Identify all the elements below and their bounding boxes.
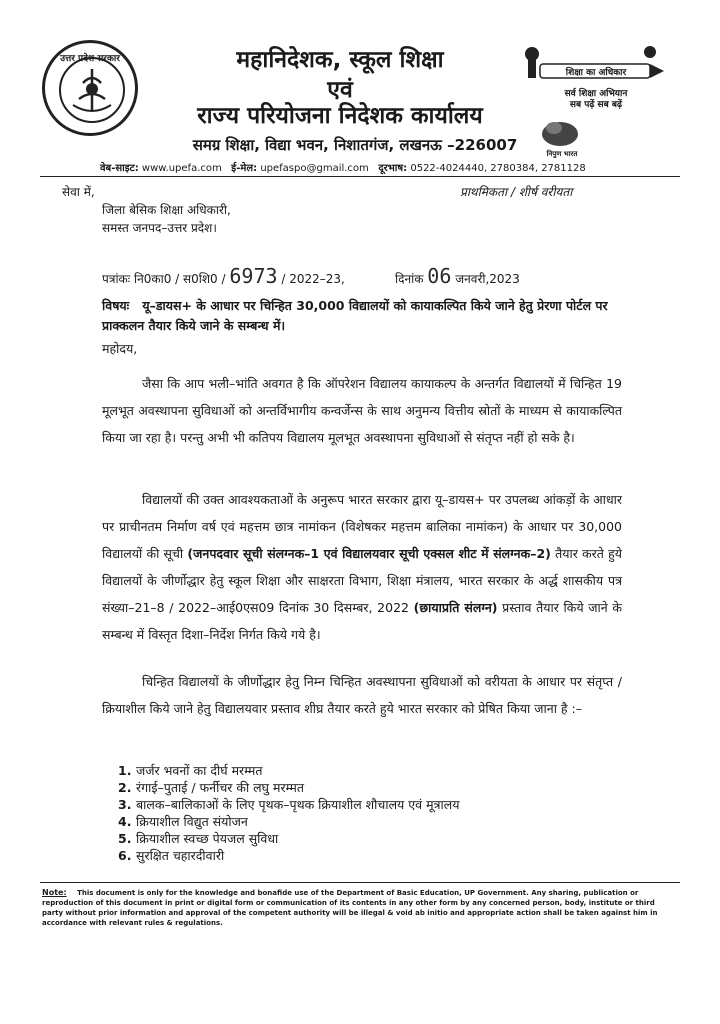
para2-part-e: प्रस्ताव तैयार किये जाने के सम्बन्ध में विस्तृत दिशा–निर्देश निर्गत किये गये है। xyxy=(102,600,622,642)
rte-logo-text: शिक्षा का अधिकार xyxy=(565,68,627,78)
para2-attachment-note: (जनपदवार सूची संलग्नक–1 एवं विद्यालयवार सूची एक्सल शीट में संलग्नक–2) xyxy=(187,546,551,561)
para2-part-c: तैयार करते हुये विद्यालयों के जीर्णोद्धार हेतु स्कूल शिक्षा और साक्षरता विभाग, शिक्षा मंत्रालय, भारत सरकार के अर्द्ध शासकीय पत्र संख्या–21–8 / 2022–आई0एस09 दिनांक 30 दिसम्बर, 2022 xyxy=(102,546,622,615)
right-logos xyxy=(520,40,670,170)
ssa-slogan1: सर्व शिक्षा अभियान xyxy=(564,89,628,99)
paragraph-1: जैसा कि आप भली–भांति अवगत है कि ऑपरेशन विद्यालय कायाकल्प के अन्तर्गत विद्यालयों में चिन्हित 19 मूलभूत अवस्थापना सुविधाओं को अन्तर्विभागीय कन्वर्जेन्स के साथ अनुमन्य वित्तीय स्रोतों के माध्यम से कायाकल्पित किया जा रहा है। परन्तु अभी भी कतिपय विद्यालय मूलभूत अवस्थापना सुविधाओं से संतृप्त नहीं हो सके है। xyxy=(102,376,622,445)
para2-copy-note: (छायाप्रति संलग्न) xyxy=(413,600,498,615)
addressee-block xyxy=(62,183,231,237)
footer-note xyxy=(42,888,662,928)
office-address: समग्र शिक्षा, विद्या भवन, निशातगंज, लखनऊ –226007 xyxy=(192,136,518,154)
note-text: This document is only for the knowledge and bonafide use of the Department of Basic Education, UP Government. Any sharing, publication or reproduction of this document in print or digital form or communication of its contents in any other form by any concerned person, body, institute or third party without prior information and approval of the competent authority will be illegal & void ab initio and appropriate action shall be taken against him in accordance with relevant rules & regulations. xyxy=(42,889,658,927)
website-label: वेब-साइट: xyxy=(100,163,139,174)
salutation: महोदय, xyxy=(102,341,138,356)
phone-number: 0522-4024440, 2780384, 2781128 xyxy=(410,163,586,174)
footer-divider xyxy=(40,882,680,883)
list-item: 6. सुरक्षित चहारदीवारी xyxy=(118,848,225,863)
email-link[interactable]: upefaspo@gmail.com xyxy=(260,163,369,174)
up-government-logo xyxy=(42,40,138,136)
header-title-line2: एवं xyxy=(327,77,353,103)
ref-handwritten-number: 6973 xyxy=(229,264,278,288)
reference-number xyxy=(102,264,345,288)
to-line2: जिला बेसिक शिक्षा अधिकारी, xyxy=(102,203,231,217)
date-day-handwritten: 06 xyxy=(427,264,452,288)
header-divider xyxy=(40,176,680,177)
subject-text: यू–डायस+ के आधार पर चिन्हित 30,000 विद्यालयों को कायाकल्पित किये जाने हेतु प्रेरणा पोर्टल पर प्राक्कलन तैयार किये जाने के सम्बन्ध में। xyxy=(102,298,608,333)
para2-part-a: विद्यालयों की उक्त आवश्यकताओं के अनुरूप भारत सरकार द्वारा यू–डायस+ पर उपलब्ध आंकड़ों के आधार पर प्राचीनतम निर्माण वर्ष एवं महत्तम छात्र नामांकन (विशेषकर महत्तम बालिका नामांकन) के आधार पर 30,000 विद्यालयों की सूची xyxy=(102,492,622,561)
nipun-bharat-text: निपुण भारत xyxy=(546,150,578,158)
to-line1: सेवा में, xyxy=(62,185,95,199)
phone-label: दूरभाष: xyxy=(378,163,408,174)
subject-label: विषयः xyxy=(102,298,130,313)
paragraph-2 xyxy=(102,486,622,648)
list-item: 2. रंगाई–पुताई / फर्नीचर की लघु मरम्मत xyxy=(118,780,304,795)
note-label: Note: xyxy=(42,888,67,897)
to-line3: समस्त जनपद–उत्तर प्रदेश। xyxy=(102,221,217,235)
letter-date xyxy=(395,264,520,288)
logo-left-text: उत्तर प्रदेश सरकार xyxy=(60,54,120,64)
priority-label: प्राथमिकता / शीर्ष वरीयता xyxy=(460,185,573,199)
list-item: 1. जर्जर भवनों का दीर्घ मरम्मत xyxy=(118,763,263,778)
email-label: ई-मेल: xyxy=(231,163,258,174)
subject-line xyxy=(102,296,622,336)
header-title-line3: राज्य परियोजना निदेशक कार्यालय xyxy=(197,103,483,129)
ssa-slogan2: सब पढ़ें सब बढ़ें xyxy=(569,100,623,110)
paragraph-3: चिन्हित विद्यालयों के जीर्णोद्धार हेतु निम्न चिन्हित अवस्थापना सुविधाओं को वरीयता के आधार पर संतृप्त / क्रियाशील किये जाने हेतु विद्यालयवार प्रस्ताव शीघ्र तैयार करते हुये भारत सरकार को प्रेषित किया जाना है :– xyxy=(102,674,622,716)
facility-list xyxy=(118,762,459,864)
date-suffix: जनवरी,2023 xyxy=(455,272,520,286)
list-item: 4. क्रियाशील विद्युत संयोजन xyxy=(118,814,248,829)
list-item: 3. बालक–बालिकाओं के लिए पृथक–पृथक क्रियाशील शौचालय एवं मूत्रालय xyxy=(118,797,460,812)
emblem-icon xyxy=(59,57,125,123)
website-link[interactable]: www.upefa.com xyxy=(141,163,222,174)
ref-prefix: पत्रांकः नि0का0 / स0शि0 / xyxy=(102,272,226,286)
ref-suffix: / 2022–23, xyxy=(281,272,345,286)
header-title-line1: महानिदेशक, स्कूल शिक्षा xyxy=(236,47,444,73)
list-item: 5. क्रियाशील स्वच्छ पेयजल सुविधा xyxy=(118,831,279,846)
date-prefix: दिनांक xyxy=(395,272,424,286)
